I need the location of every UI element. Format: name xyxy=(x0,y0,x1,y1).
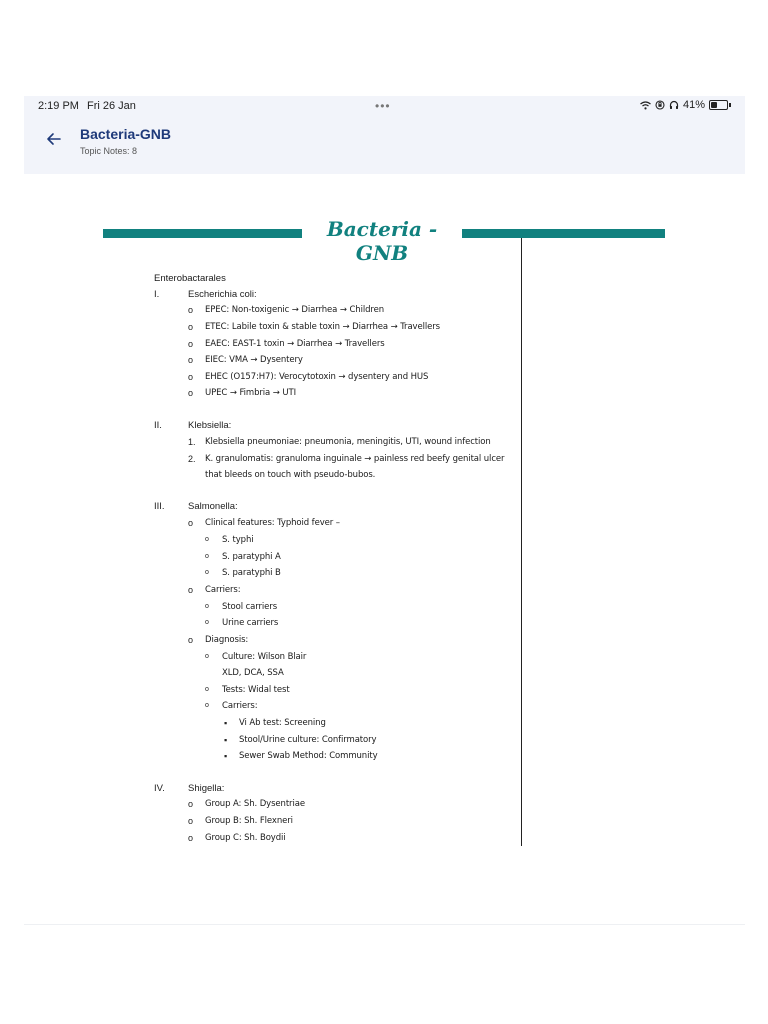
circle-bullet: o xyxy=(188,635,194,645)
sub-list-item: S. paratyphi A xyxy=(222,552,281,562)
status-date: Fri 26 Jan xyxy=(87,100,136,112)
status-time: 2:19 PM xyxy=(38,100,79,112)
page-title: Bacteria-GNB xyxy=(80,126,172,142)
list-item: Diagnosis: xyxy=(205,635,249,645)
list-item: ETEC: Labile toxin & stable toxin → Diarrhea → Travellers xyxy=(205,322,440,332)
list-item: Clinical features: Typhoid fever – xyxy=(205,518,340,528)
arrow-left-icon[interactable] xyxy=(44,129,64,149)
divider xyxy=(24,924,745,925)
list-item: Group C: Sh. Boydii xyxy=(205,833,286,843)
battery-percent: 41% xyxy=(682,99,705,111)
circle-bullet: o xyxy=(188,816,194,826)
sub-sub-list-item: Sewer Swab Method: Community xyxy=(239,751,378,761)
list-number: 2. xyxy=(188,454,196,464)
small-circle-bullet: o xyxy=(205,536,209,543)
sub-list-item: S. typhi xyxy=(222,535,254,545)
circle-bullet: o xyxy=(188,355,194,365)
circle-bullet: o xyxy=(188,388,194,398)
list-item: Carriers: xyxy=(205,585,241,595)
list-item: EAEC: EAST-1 toxin → Diarrhea → Travellers xyxy=(205,339,385,349)
margin-line xyxy=(521,238,522,846)
small-circle-bullet: o xyxy=(205,553,209,560)
list-item: UPEC → Fimbria → UTI xyxy=(205,388,296,398)
app-header xyxy=(24,96,745,174)
document-title: Bacteria - GNB xyxy=(326,217,438,265)
section-number: I. xyxy=(154,289,160,300)
sub-sub-list-item: Vi Ab test: Screening xyxy=(239,718,326,728)
small-circle-bullet: o xyxy=(205,653,209,660)
section-heading: Escherichia coli: xyxy=(188,289,257,300)
wifi-icon xyxy=(640,101,651,110)
section-number: III. xyxy=(154,501,165,512)
sub-list-item: Carriers: xyxy=(222,701,258,711)
headphones-icon xyxy=(669,100,679,110)
status-icons xyxy=(640,99,731,111)
circle-bullet: o xyxy=(188,305,194,315)
square-bullet: ▪ xyxy=(224,735,228,745)
doc-heading: Enterobactarales xyxy=(154,273,226,284)
circle-bullet: o xyxy=(188,518,194,528)
small-circle-bullet: o xyxy=(205,619,209,626)
battery-level xyxy=(711,102,717,108)
title-band-right xyxy=(462,229,665,238)
small-circle-bullet: o xyxy=(205,603,209,610)
small-circle-bullet: o xyxy=(205,569,209,576)
title-band-left xyxy=(103,229,302,238)
list-item: EHEC (O157:H7): Verocytotoxin → dysentery and HUS xyxy=(205,372,429,382)
list-item: EIEC: VMA → Dysentery xyxy=(205,355,303,365)
small-circle-bullet: o xyxy=(205,702,209,709)
circle-bullet: o xyxy=(188,372,194,382)
list-item: K. granulomatis: granuloma inguinale → painless red beefy genital ulcer xyxy=(205,454,505,464)
list-item-continuation: that bleeds on touch with pseudo-bubos. xyxy=(205,470,376,480)
list-item: Group A: Sh. Dysentriae xyxy=(205,799,305,809)
circle-bullet: o xyxy=(188,322,194,332)
sub-list-item-continuation: XLD, DCA, SSA xyxy=(222,668,284,678)
list-item: EPEC: Non-toxigenic → Diarrhea → Children xyxy=(205,305,385,315)
list-item: Klebsiella pneumoniae: pneumonia, meningitis, UTI, wound infection xyxy=(205,437,491,447)
list-number: 1. xyxy=(188,437,196,447)
sub-list-item: S. paratyphi B xyxy=(222,568,281,578)
section-number: II. xyxy=(154,420,162,431)
circle-bullet: o xyxy=(188,799,194,809)
square-bullet: ▪ xyxy=(224,751,228,761)
square-bullet: ▪ xyxy=(224,718,228,728)
orientation-lock-icon xyxy=(655,100,665,110)
section-number: IV. xyxy=(154,783,165,794)
sub-list-item: Culture: Wilson Blair xyxy=(222,652,307,662)
small-circle-bullet: o xyxy=(205,686,209,693)
section-heading: Klebsiella: xyxy=(188,420,232,431)
section-heading: Salmonella: xyxy=(188,501,238,512)
sub-list-item: Stool carriers xyxy=(222,602,278,612)
section-heading: Shigella: xyxy=(188,783,225,794)
list-item: Group B: Sh. Flexneri xyxy=(205,816,293,826)
circle-bullet: o xyxy=(188,339,194,349)
sub-sub-list-item: Stool/Urine culture: Confirmatory xyxy=(239,735,377,745)
battery-icon xyxy=(709,100,728,110)
circle-bullet: o xyxy=(188,833,194,843)
page-subtitle: Topic Notes: 8 xyxy=(80,146,138,156)
sub-list-item: Urine carriers xyxy=(222,618,279,628)
multitask-dots[interactable]: ••• xyxy=(375,99,391,113)
battery-tip xyxy=(729,103,731,107)
sub-list-item: Tests: Widal test xyxy=(222,685,290,695)
circle-bullet: o xyxy=(188,585,194,595)
